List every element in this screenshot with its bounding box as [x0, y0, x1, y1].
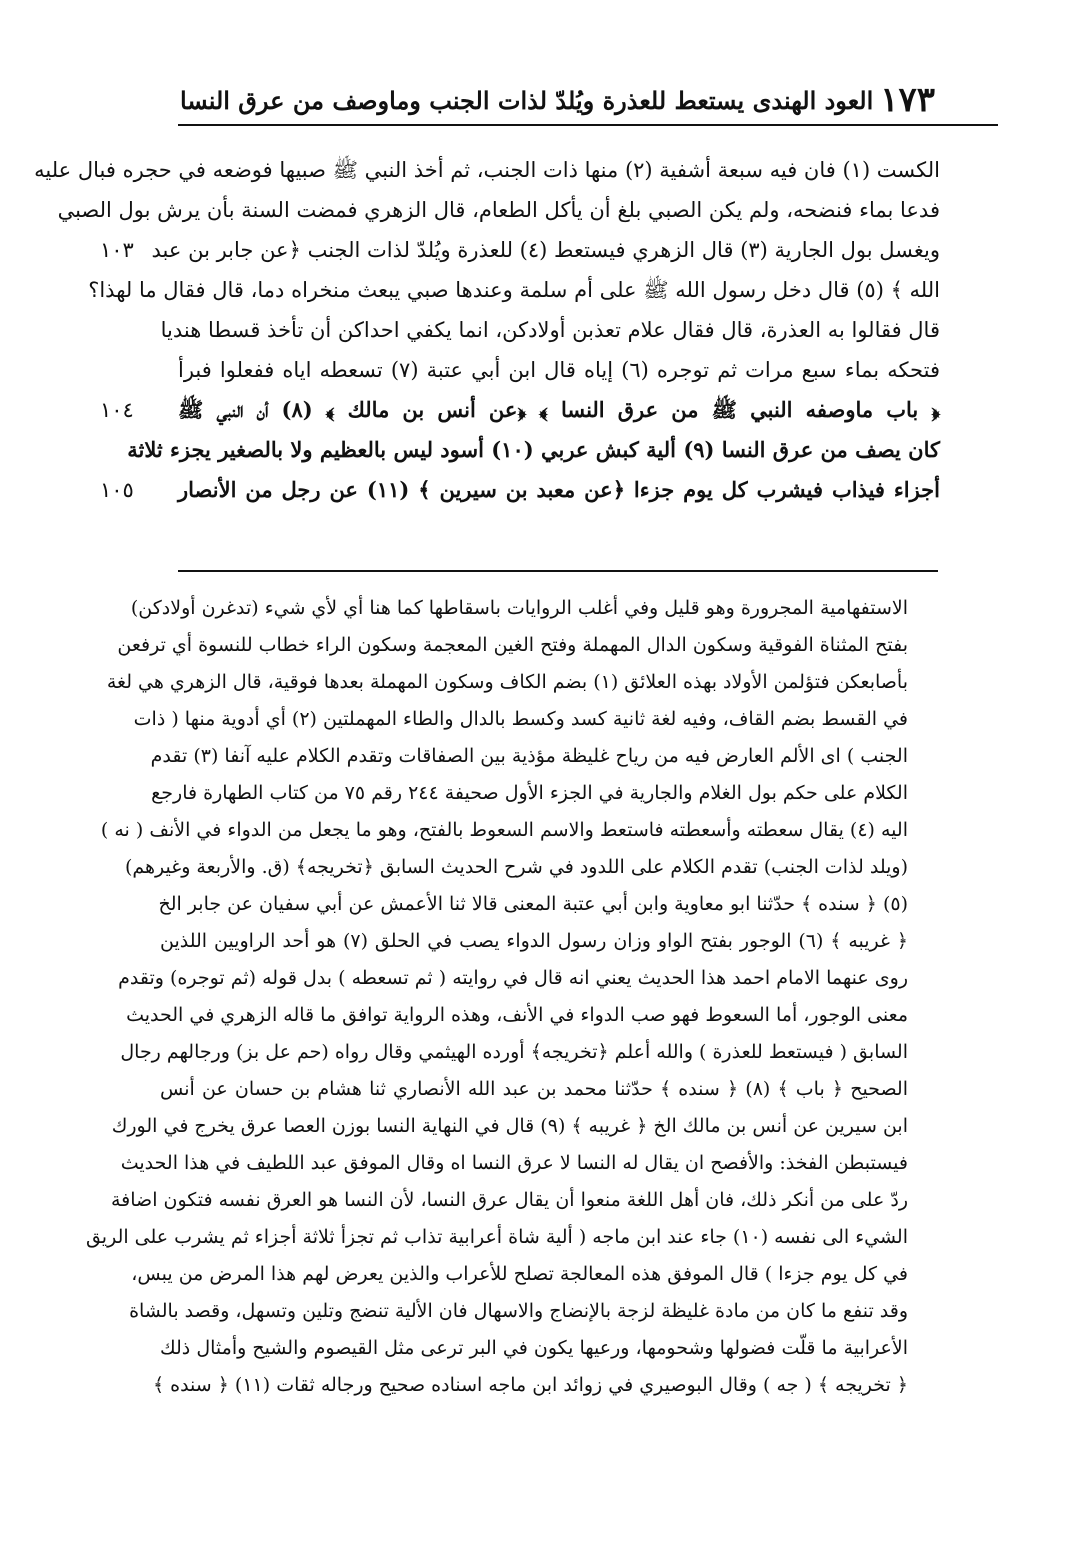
main-text-line: أجزاء فيذاب فيشرب كل يوم جزءا ﴿عن معبد بن سيرين ﴾ (١١) عن رجل من الأنصار: [178, 477, 940, 502]
main-text-line: قال فقالوا به العذرة، قال فقال علام تعذبن أولادكن، انما يكفي احداكن أن تأخذ قسطا هنديا: [160, 318, 940, 342]
main-text-line: كان يصف من عرق النسا (٩) ألية كبش عربي (١٠) أسود ليس بالعظيم ولا بالصغير يجزء ثلاثة: [127, 437, 940, 462]
footnote-line: معنى الوجور، أما السعوط فهو صب الدواء في الأنف، وهذه الرواية توافق ما قاله الزهري في الحديث: [126, 1004, 908, 1026]
footnote-line: روى عنهما الامام احمد هذا الحديث يعني انه قال في روايته ( ثم تسعطه ) بدل قوله (ثم توجره) وتقدم: [118, 967, 908, 989]
footnote-line: السابق ( فيستعط للعذرة ) والله أعلم ﴿تخريجه﴾ أورده الهيثمي وقال رواه (حم عل بز) ورجالهم رجال: [120, 1041, 908, 1063]
footnote-line: ﴿ غريبه ﴾ (٦) الوجور بفتح الواو وزان رسول الدواء يصب في الحلق (٧) هو أحد الراويين اللذين: [160, 930, 908, 952]
footnote-line: في كل يوم جزءا ) قال الموفق هذه المعالجة تصلح للأعراب والذين يعرض لهم هذا المرض من يبس،: [131, 1263, 908, 1285]
footnote-line: ردّ على من أنكر ذلك، فان أهل اللغة منعوا أن يقال عرق النسا، لأن النسا هو العرق نفسه فتكون اضافة: [111, 1189, 908, 1211]
page-number: ١٧٣: [880, 80, 935, 120]
footnote-line: الشيء الى نفسه (١٠) جاء عند ابن ماجه ( ألية شاة أعرابية تذاب ثم تجزأ ثلاثة أجزاء ثم يشرب على الريق: [85, 1226, 908, 1248]
footnote-line: (ويلد لذات الجنب) تقدم الكلام على اللدود في شرح الحديث السابق ﴿تخريجه﴾ (ق. والأربعة وغيرهم): [124, 856, 908, 878]
main-text-line: فتحكه بماء سبع مرات ثم توجره (٦) إياه قال ابن أبي عتبة (٧) تسعطه اياه ففعلوا فبرأ: [178, 358, 940, 382]
footnote-line: الاستفهامية المجرورة وهو قليل وفي أغلب الروايات باسقاطها كما هنا أي لأي شيء (تدغرن أولادكن): [130, 597, 908, 619]
main-text-line: ﴿ باب ماوصفه النبي ﷺ من عرق النسا ﴾ ﴿عن أنس بن مالك ﴾ (٨) أن النبي ﷺ: [178, 397, 940, 422]
hadith-number: ١٠٤: [100, 398, 134, 422]
hadith-number: ١٠٥: [100, 478, 134, 502]
footnote-line: ابن سيرين عن أنس بن مالك الخ ﴿ غريبه ﴾ (٩) قال في النهاية النسا بوزن العصا عرق يخرج في الورك: [111, 1115, 908, 1137]
hadith-number: ١٠٣: [100, 238, 134, 262]
footnote-rule: [178, 570, 938, 572]
main-text-line: الكست (١) فان فيه سبعة أشفية (٢) منها ذات الجنب، ثم أخذ النبي ﷺ صبيها فوضعه في حجره فبال عليه: [34, 158, 940, 182]
header-rule: [178, 124, 998, 126]
footnote-line: الكلام على حكم بول الغلام والجارية في الجزء الأول صحيفة ٢٤٤ رقم ٧٥ من كتاب الطهارة فارجع: [151, 782, 908, 804]
footnote-line: اليه (٤) يقال سعطته وأسعطته فاستعط والاسم السعوط بالفتح، وهو ما يجعل من الدواء في الأنف ( نه ): [100, 819, 908, 841]
footnote-line: (٥) ﴿ سنده ﴾ حدّثنا ابو معاوية وابن أبي عتبة المعنى قالا ثنا الأعمش عن أبي سفيان عن جابر الخ: [158, 893, 908, 915]
footnote-line: في القسط بضم القاف، وفيه لغة ثانية كسد وكسط بالدال والطاء المهملتين (٢) أي أدوية منها ( ذات: [133, 708, 908, 730]
main-text-line: فدعا بماء فنضحه، ولم يكن الصبي بلغ أن يأكل الطعام، قال الزهري فمضت السنة بأن يرش بول الصبي: [57, 198, 940, 222]
footnote-line: ﴿ تخريجه ﴾ ( جه ) وقال البوصيري في زوائد ابن ماجه اسناده صحيح ورجاله ثقات (١١) ﴿ سنده ﴾: [152, 1374, 908, 1396]
footnotes-block: [85, 590, 908, 1404]
footnote-line: وقد تنفع ما كان من مادة غليظة لزجة بالإنضاج والاسهال فان الألية تنضج وتلين وتسهل، وقصد بالشاة: [129, 1300, 908, 1322]
running-title: العود الهندى يستعط للعذرة ويُلدّ لذات الجنب وماوصف من عرق النسا: [180, 85, 874, 115]
page-header: [180, 78, 935, 122]
footnote-line: الأعرابية ما قلّت فضولها وشحومها، ورعيها يكون في البر ترعى مثل القيصوم والشيح وأمثال ذلك: [160, 1337, 908, 1359]
main-text-line: ويغسل بول الجارية (٣) قال الزهري فيستعط (٤) للعذرة ويُلدّ لذات الجنب ﴿عن جابر بن عبد: [151, 238, 940, 262]
footnote-line: الصحيح ﴿ باب ﴾ (٨) ﴿ سنده ﴾ حدّثنا محمد بن عبد الله الأنصاري ثنا هشام بن حسان عن أنس: [160, 1078, 908, 1100]
footnote-line: فيستبطن الفخذ: والأفصح ان يقال له النسا لا عرق النسا اه وقال الموفق عبد اللطيف في هذا الحديث: [120, 1152, 908, 1174]
main-text-line: الله ﴾ (٥) قال دخل رسول الله ﷺ على أم سلمة وعندها صبي يبعث منخراه دما، قال فقال ما لهذا؟: [88, 278, 940, 302]
footnote-line: بأصابعكن فتؤلمن الأولاد بهذه العلائق (١) بضم الكاف وسكون المهملة بعدها فوقية، قال الزهري هي لغة: [106, 671, 908, 693]
footnote-line: بفتح المثناة الفوقية وسكون الدال المهملة وفتح الغين المعجمة وسكون الراء خطاب للنسوة أي ترفعن: [117, 634, 908, 656]
footnote-line: الجنب ) اى الألم العارض فيه من رياح غليظة مؤذية بين الصفاقات وتقدم الكلام عليه آنفا (٣) تقدم: [150, 745, 908, 767]
